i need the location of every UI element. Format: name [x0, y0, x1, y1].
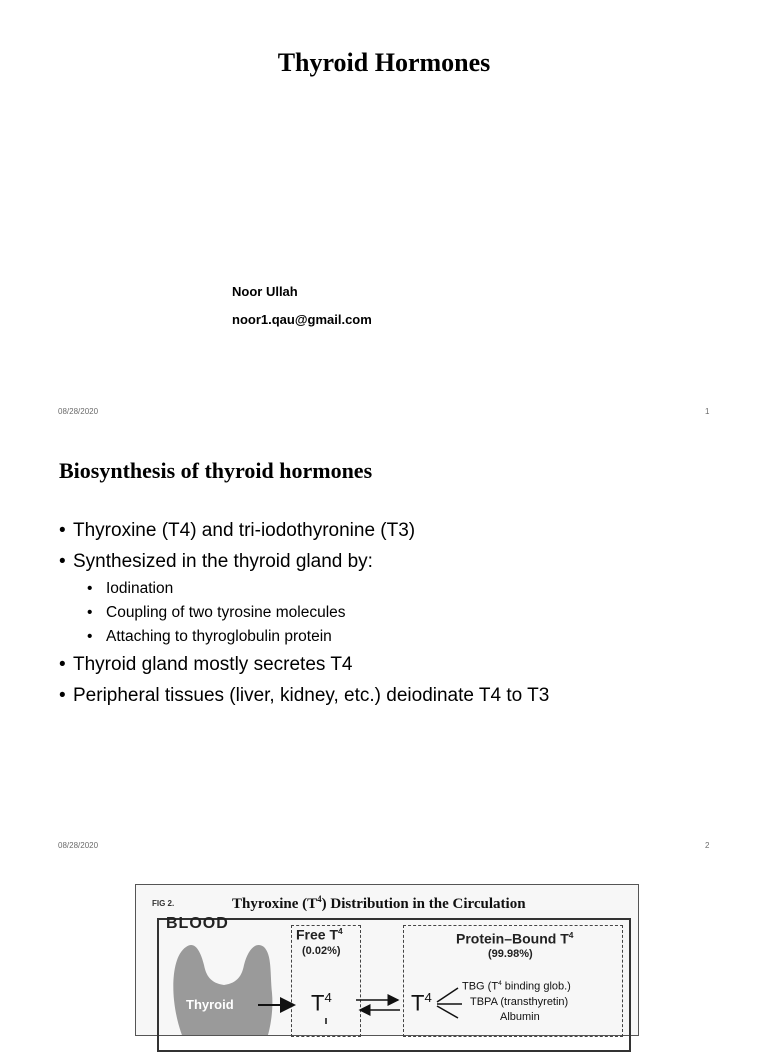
- slide2-footer-date: 08/28/2020: [58, 841, 99, 850]
- free-t4-percent: (0.02%): [302, 945, 341, 957]
- author-email: noor1.qau@gmail.com: [232, 312, 372, 327]
- bullet-text: Thyroid gland mostly secretes T4: [73, 654, 353, 675]
- bullet-glyph: •: [59, 551, 66, 572]
- bullet-glyph: •: [59, 685, 66, 706]
- free-t4-title: Free $T^4$: [296, 926, 343, 943]
- figure-title: Thyroxine $(T^4)$ Distribution in the Circulation: [232, 894, 526, 912]
- sub-bullet-text: Iodination: [106, 580, 174, 597]
- tbpa-label: TBPA (transthyretin): [470, 996, 569, 1008]
- slide2-page-number: 2: [705, 841, 710, 850]
- bullet-glyph: •: [59, 520, 66, 541]
- albumin-connector: [437, 1006, 458, 1018]
- protein-bound-percent: (99.98%): [488, 948, 533, 960]
- bound-t4-symbol: $T^4$: [411, 990, 432, 1016]
- blood-label: BLOOD: [166, 915, 229, 932]
- albumin-label: Albumin: [500, 1011, 540, 1023]
- free-t4-symbol: $T^4$: [311, 990, 332, 1016]
- slide2-title: Biosynthesis of thyroid hormones: [59, 458, 373, 483]
- protein-bound-title: Protein–Bound $T^4$: [456, 930, 574, 947]
- figure-label: FIG 2.: [152, 899, 175, 908]
- bullet-glyph: •: [87, 580, 93, 597]
- thyroid-label: Thyroid: [186, 997, 234, 1012]
- tbg-label: TBG ($T^4$ binding glob.): [462, 980, 571, 993]
- slide1-footer-date: 08/28/2020: [58, 407, 99, 416]
- bullet-glyph: •: [59, 654, 66, 675]
- tbg-connector: [437, 988, 458, 1002]
- sub-bullet-text: Attaching to thyroglobulin protein: [106, 628, 332, 645]
- slide1-page-number: 1: [705, 407, 710, 416]
- bullet-text: Peripheral tissues (liver, kidney, etc.) deiodinate T4 to T3: [73, 685, 550, 706]
- sub-bullet-text: Coupling of two tyrosine molecules: [106, 604, 346, 621]
- bullet-glyph: •: [87, 604, 93, 621]
- bullet-glyph: •: [87, 628, 93, 645]
- bullet-text: Synthesized in the thyroid gland by:: [73, 551, 373, 572]
- slide1-title: Thyroid Hormones: [277, 48, 491, 77]
- author-name: Noor Ullah: [232, 284, 298, 299]
- bullet-text: Thyroxine (T4) and tri-iodothyronine (T3): [73, 520, 416, 541]
